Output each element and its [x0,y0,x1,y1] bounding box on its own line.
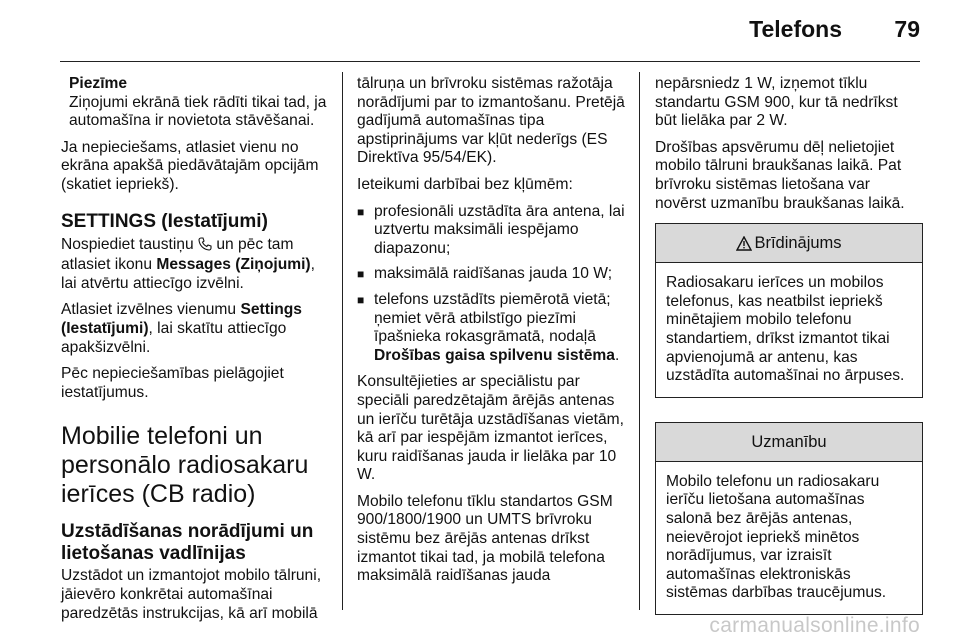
paragraph: Mobilo telefonu tīklu standartos GSM 900/1800/1900 un UMTS brīvroku sistēmu bez ārējās antenas drīkst izmantot tikai tad, ja mobilā telefona maksimālā raidīšanas jauda [357,492,613,585]
caution-box [655,422,923,615]
column-divider-1 [342,72,343,610]
paragraph: Ieteikumi darbībai bez kļūmēm: [357,175,573,193]
warning-box [655,223,923,398]
list-item: ■ telefons uzstādīts piemērotā vietā; ņemiet vērā atbilstīgo piezīmi īpašnieka rokasgrāmatā, nodaļā Drošības gaisa spilvenu sistēma. [357,290,620,364]
warning-triangle-icon [736,227,752,265]
caution-box-header: Uzmanību [656,423,922,462]
paragraph: Nospiediet taustiņu un pēc tam atlasiet ikonu Messages (Ziņojumi), lai atvērtu attiecīgo izvēlni. [61,235,315,292]
paragraph: Pēc nepieciešamības pielāgojiet iestatījumus. [61,365,284,401]
paragraph: Uzstādot un izmantojot mobilo tālruni, jāievēro konkrētai automašīnai paredzētās instrukcijas, kā arī mobilā [61,567,322,622]
section-heading: Mobilie telefoni un personālo radiosakaru ierīces (CB radio) [61,422,309,509]
warning-box-text: Radiosakaru ierīces un mobilos telefonus, kas neatbilst iepriekš minētajiem mobilo telefonu standartiem, drīkst izmantot tikai apvienojumā ar antenu, kas uzstādīta automašīnai no ārpuses. [666,274,905,385]
bullet-marker: ■ [357,292,365,307]
paragraph: nepārsniedz 1 W, izņemot tīklu standartu GSM 900, kur tā nedrīkst būt lielāka par 2 W. [655,75,898,130]
note-block [61,75,329,131]
phone-icon [198,237,212,257]
bullet-marker: ■ [357,267,365,282]
column-2 [357,75,627,594]
caution-box-text: Mobilo telefonu un radiosakaru ierīču lietošana automašīnas salonā bez ārējās antenas, neievērojot iepriekš minētos norādījumus, var izraisīt automašīnas elektroniskās sistēmas darbības traucējumus. [666,472,887,602]
column-divider-2 [639,72,640,610]
note-text: Ziņojumi ekrānā tiek rādīti tikai tad, ja automašīna ir novietota stāvēšanai. [69,93,327,130]
column-3 [655,75,923,615]
warning-box-header: Brīdinājums [656,224,922,263]
recommendations-list [357,203,627,366]
note-title: Piezīme [69,75,128,92]
list-item: ■ profesionāli uzstādīta āra antena, lai uztvertu maksimāli iespējamo diapazonu; [357,202,625,257]
watermark: carmanualsonline.info [709,614,920,637]
paragraph: Atlasiet izvēlnes vienumu Settings (Iestatījumi), lai skatītu attiecīgo apakšizvēlni. [61,301,302,356]
bullet-marker: ■ [357,204,365,219]
paragraph: tālruņa un brīvroku sistēmas ražotāja norādījumi par to izmantošanu. Pretējā gadījumā automašīnas tipa apstiprinājums var kļūt nederīgs (ES Direktīva 95/54/EK). [357,75,625,167]
settings-heading: SETTINGS (Iestatījumi) [61,210,268,232]
list-item: ■ maksimālā raidīšanas jauda 10 W; [357,265,613,283]
paragraph: Drošības apsvērumu dēļ nelietojiet mobilo tālruni braukšanas laikā. Pat brīvroku sistēmas lietošana var novērst uzmanību braukšanas laikā. [655,138,905,212]
subsection-heading: Uzstādīšanas norādījumi un lietošanas vadlīnijas [61,521,314,565]
column-1 [61,75,329,631]
page-header-title: Telefons [749,16,842,42]
header-rule [60,61,920,62]
page-number: 79 [894,16,920,42]
paragraph: Ja nepieciešams, atlasiet vienu no ekrāna apakšā piedāvātajām opcijām (skatiet iepriekš). [61,138,319,193]
paragraph: Konsultējieties ar speciālistu par speciāli paredzētajām ārējās antenas un ierīču turētāja uzstādīšanas vietām, kā arī par iespējām izmantot ierīces, kuru raidīšanas jauda ir lielāka par 10 W. [357,373,624,484]
